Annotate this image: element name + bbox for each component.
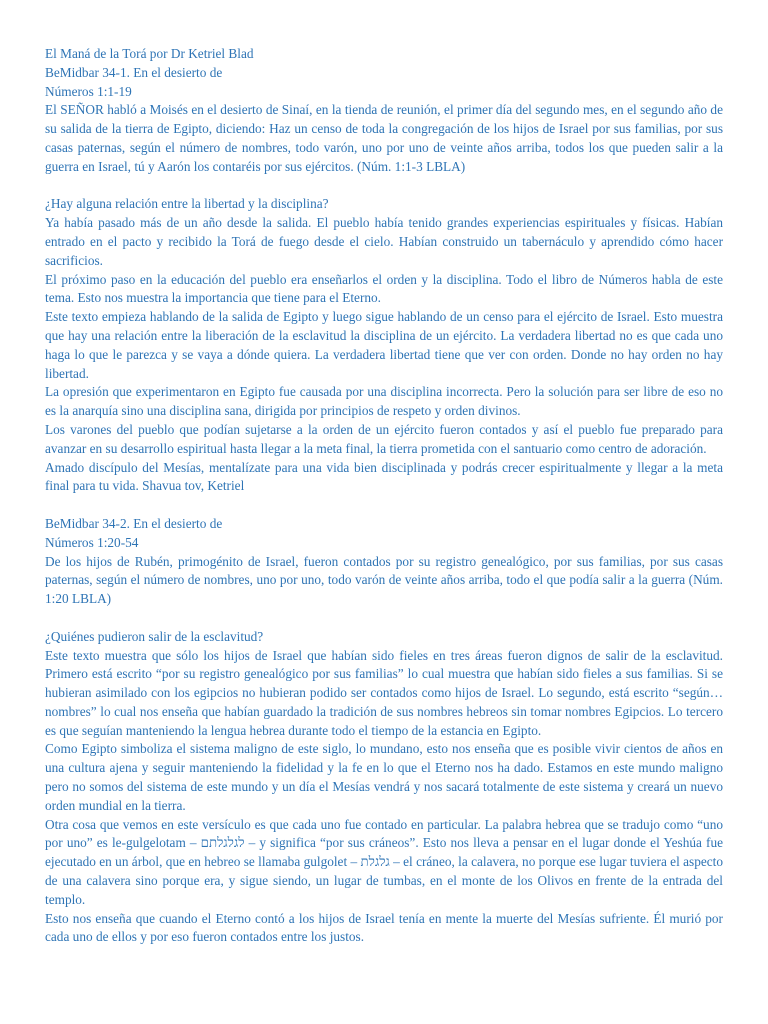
body-paragraph: La opresión que experimentaron en Egipto fue causada por una disciplina incorrecta. Pero la solución para ser libre de eso no es la anarquía sino una disciplina sana, dirigida por principios de respeto y orden divinos.: [45, 384, 723, 419]
body-paragraph: Como Egipto simboliza el sistema maligno de este siglo, lo mundano, esto nos enseña que es posible vivir cientos de años en una cultura ajena y seguir manteniendo la fidelidad y la fe en lo que el Eterno nos ha dado. Estamos en este mundo maligno pero no somos del sistema de este mundo y un día el Mesías vendrá y nos sacará totalmente de este sistema y creará un nuevo orden mundial en la tierra.: [45, 741, 723, 813]
body-paragraph: Otra cosa que vemos en este versículo es que cada uno fue contado en particular. La palabra hebrea que se tradujo como “uno por uno” es le-gulgelotam – לגלגלתם – y significa “por sus cráneos”. Esto nos lleva a pensar en el lugar donde el Yeshúa fue ejecutado en un árbol, que en hebreo se llamaba gulgolet – גלגלת – el cráneo, la calavera, no porque ese lugar tuviera el aspecto de una calavera sino porque era, y sigue siendo, un lugar de tumbas, en el monte de los Olivos en frente de la entrada del templo.: [45, 816, 724, 907]
scripture-quote: De los hijos de Rubén, primogénito de Israel, fueron contados por su registro genealógico, por sus familias, por sus casas paternas, según el número de nombres, uno por uno, todo varón de veinte años arriba, todo el que podía salir a la guerra (Núm. 1:20 LBLA): [45, 553, 723, 607]
scripture-reference: Números 1:20-54: [45, 534, 139, 550]
paragraph-spacer: [45, 496, 723, 515]
body-paragraph: Este texto muestra que sólo los hijos de Israel que habían sido fieles en tres áreas fueron dignos de salir de la esclavitud. Primero está escrito “por su registro genealógico por sus familias” lo cual muestra que habían sido fieles a sus familias. Si se hubieran asimilado con los egipcios no hubieran podido ser contados como hijos de Israel. Lo segundo, está escrito “según… nombres” lo cual nos enseña que habían guardado la tradición de sus nombres hebreos sin tomar nombres Egipcios. Lo tercero es que seguían manteniendo la lengua hebrea durante todo el tiempo de la estancia en Egipto.: [45, 647, 723, 738]
paragraph-spacer: [45, 609, 723, 628]
section-question: ¿Quiénes pudieron salir de la esclavitud?: [45, 628, 264, 644]
parasha-heading: BeMidbar 34-1. En el desierto de: [45, 64, 223, 80]
body-paragraph: El próximo paso en la educación del pueblo era enseñarlos el orden y la disciplina. Todo el libro de Números habla de este tema. Esto nos muestra la importancia que tiene para el Eterno.: [45, 271, 723, 306]
section-question: ¿Hay alguna relación entre la libertad y la disciplina?: [45, 196, 329, 212]
document-title: El Maná de la Torá por Dr Ketriel Blad: [45, 46, 254, 61]
body-paragraph: Amado discípulo del Mesías, mentalízate para una vida bien disciplinada y podrás crecer espiritualmente y llegar a la meta final para tu vida. Shavua tov, Ketriel: [45, 459, 723, 494]
body-paragraph: Esto nos enseña que cuando el Eterno contó a los hijos de Israel tenía en mente la muerte del Mesías sufriente. Él murió por cada uno de ellos y por eso fueron contados entre los justos.: [45, 910, 723, 945]
scripture-reference: Números 1:1-19: [45, 83, 132, 99]
body-paragraph: Ya había pasado más de un año desde la salida. El pueblo había tenido grandes experiencias espirituales y físicas. Habían entrado en el pacto y recibido la Torá de fuego desde el cielo. Habían construido un tabernáculo y aprendido cómo hacer sacrificios.: [45, 215, 723, 268]
document-body: [45, 45, 723, 947]
scripture-quote: El SEÑOR habló a Moisés en el desierto de Sinaí, en la tienda de reunión, el primer día del segundo mes, en el segundo año de su salida de la tierra de Egipto, diciendo: Haz un censo de toda la congregación de los hijos de Israel por sus familias, por sus casas paternas, según el número de nombres, todo varón, uno por uno de veinte años arriba, todos los que pueden salir a la guerra en Israel, tú y Aarón los contaréis por sus ejércitos. (Núm. 1:1-3 LBLA): [45, 102, 723, 174]
parasha-heading: BeMidbar 34-2. En el desierto de: [45, 515, 223, 531]
paragraph-spacer: [45, 177, 723, 196]
body-paragraph: Los varones del pueblo que podían sujetarse a la orden de un ejército fueron contados y así el pueblo fue preparado para avanzar en su desarrollo espiritual hasta llegar a la meta final, la tierra prometida con el santuario como centro de adoración.: [45, 421, 723, 456]
body-paragraph: Este texto empieza hablando de la salida de Egipto y luego sigue hablando de un censo para el ejército de Israel. Esto muestra que hay una relación entre la liberación de la esclavitud la disciplina de un ejército. La verdadera libertad no es que cada uno haga lo que le parezca y se vaya a dónde quiera. La verdadera libertad tiene que ver con orden. Donde no hay orden no hay libertad.: [45, 309, 723, 381]
